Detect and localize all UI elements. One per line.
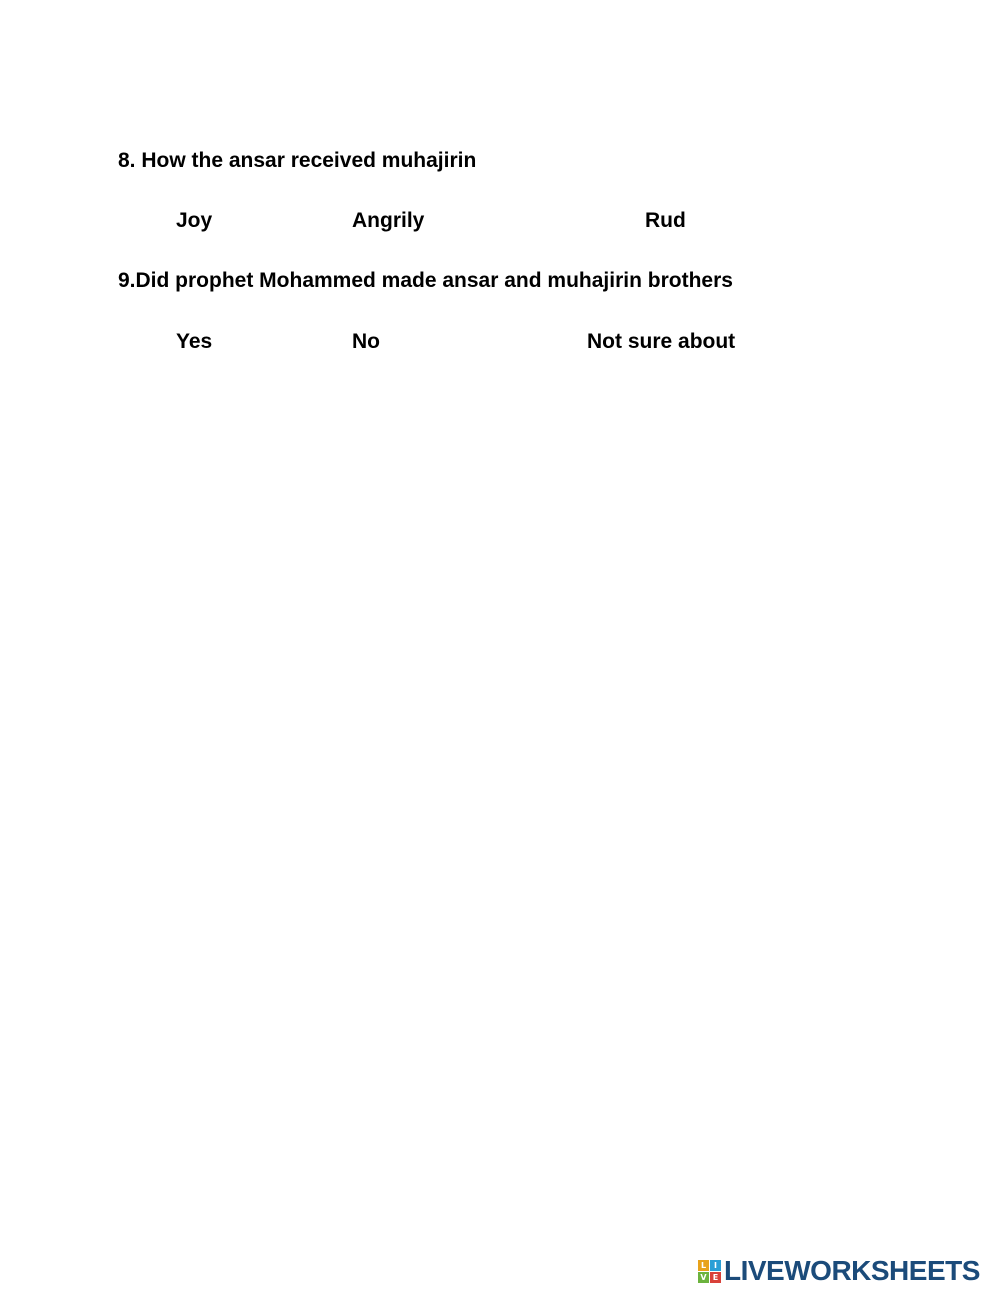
q9-option-no[interactable]: No [352, 330, 380, 353]
q8-option-joy[interactable]: Joy [176, 209, 213, 232]
q8-option-angrily[interactable]: Angrily [352, 209, 425, 232]
logo-letter-e: E [710, 1272, 721, 1283]
logo-letter-v: V [698, 1272, 709, 1283]
question-8-text: 8. How the ansar received muhajirin [118, 149, 477, 172]
q9-option-not-sure[interactable]: Not sure about [587, 330, 736, 353]
logo-letter-l: L [698, 1260, 709, 1271]
liveworksheets-logo-icon [698, 1260, 721, 1283]
logo-letter-i: I [710, 1260, 721, 1271]
liveworksheets-branding [698, 1256, 980, 1286]
q8-option-rud[interactable]: Rud [645, 209, 686, 232]
question-9-text: 9.Did prophet Mohammed made ansar and muhajirin brothers [118, 269, 733, 292]
q9-option-yes[interactable]: Yes [176, 330, 213, 353]
liveworksheets-wordmark: LIVEWORKSHEETS [724, 1255, 980, 1286]
